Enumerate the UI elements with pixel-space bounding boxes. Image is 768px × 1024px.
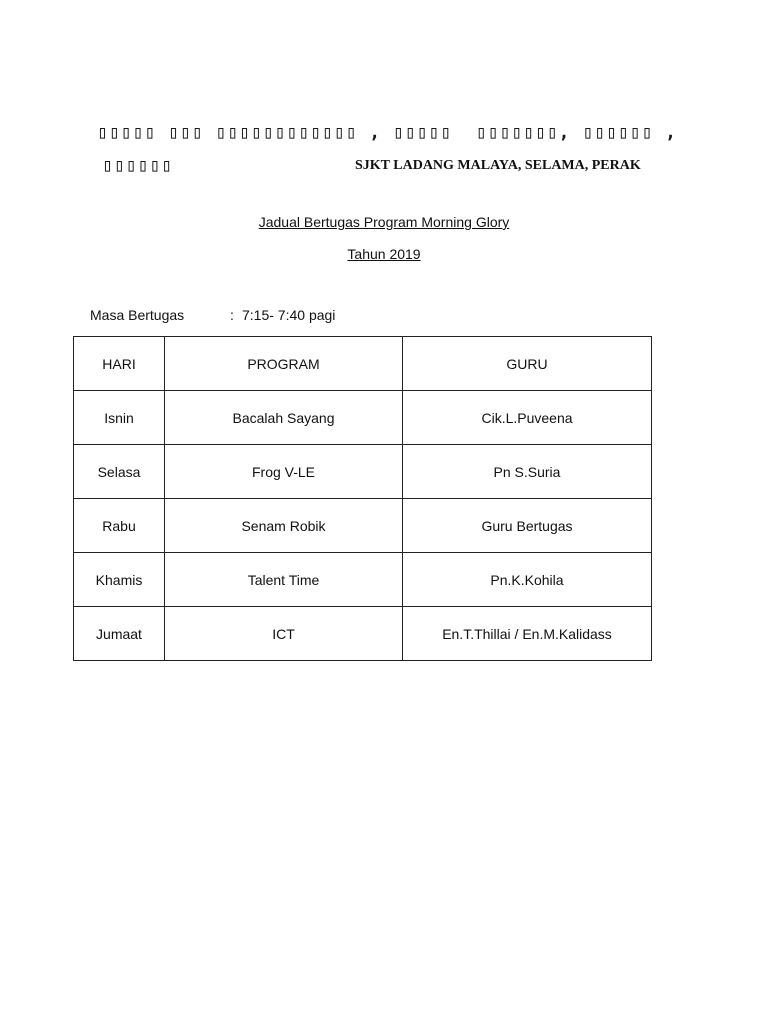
table-row [74,391,652,445]
cell-program: ICT [165,607,403,661]
cell-teacher: Guru Bertugas [403,499,652,553]
header-line-1: ▯▯▯▯▯ ▯▯▯ ▯▯▯▯▯▯▯▯▯▯▯▯ , ▯▯▯▯▯ ▯▯▯▯▯▯▯, ▯▯▯▯▯▯ , [97,122,678,143]
header-program: PROGRAM [165,337,403,391]
header-line-2: ▯▯▯▯▯▯ [102,155,174,176]
schedule-table [73,336,652,661]
table-row [74,445,652,499]
table-row [74,499,652,553]
table-header-row [74,337,652,391]
cell-teacher: Pn S.Suria [403,445,652,499]
cell-day: Khamis [74,553,165,607]
cell-day: Selasa [74,445,165,499]
document-title: Jadual Bertugas Program Morning Glory [258,214,510,230]
cell-teacher: Pn.K.Kohila [403,553,652,607]
cell-program: Senam Robik [165,499,403,553]
document-year: Tahun 2019 [347,246,421,262]
cell-teacher: Cik.L.Puveena [403,391,652,445]
table-row [74,553,652,607]
cell-program: Bacalah Sayang [165,391,403,445]
school-name: SJKT LADANG MALAYA, SELAMA, PERAK [355,158,641,173]
header-hari: HARI [74,337,165,391]
cell-teacher: En.T.Thillai / En.M.Kalidass [403,607,652,661]
cell-day: Jumaat [74,607,165,661]
duty-time-label: Masa Bertugas [90,307,185,323]
table-row [74,607,652,661]
cell-day: Isnin [74,391,165,445]
duty-time [90,307,335,323]
cell-day: Rabu [74,499,165,553]
duty-time-colon: : [230,307,234,323]
duty-time-value: 7:15- 7:40 pagi [242,307,336,323]
cell-program: Frog V-LE [165,445,403,499]
header-guru: GURU [403,337,652,391]
cell-program: Talent Time [165,553,403,607]
